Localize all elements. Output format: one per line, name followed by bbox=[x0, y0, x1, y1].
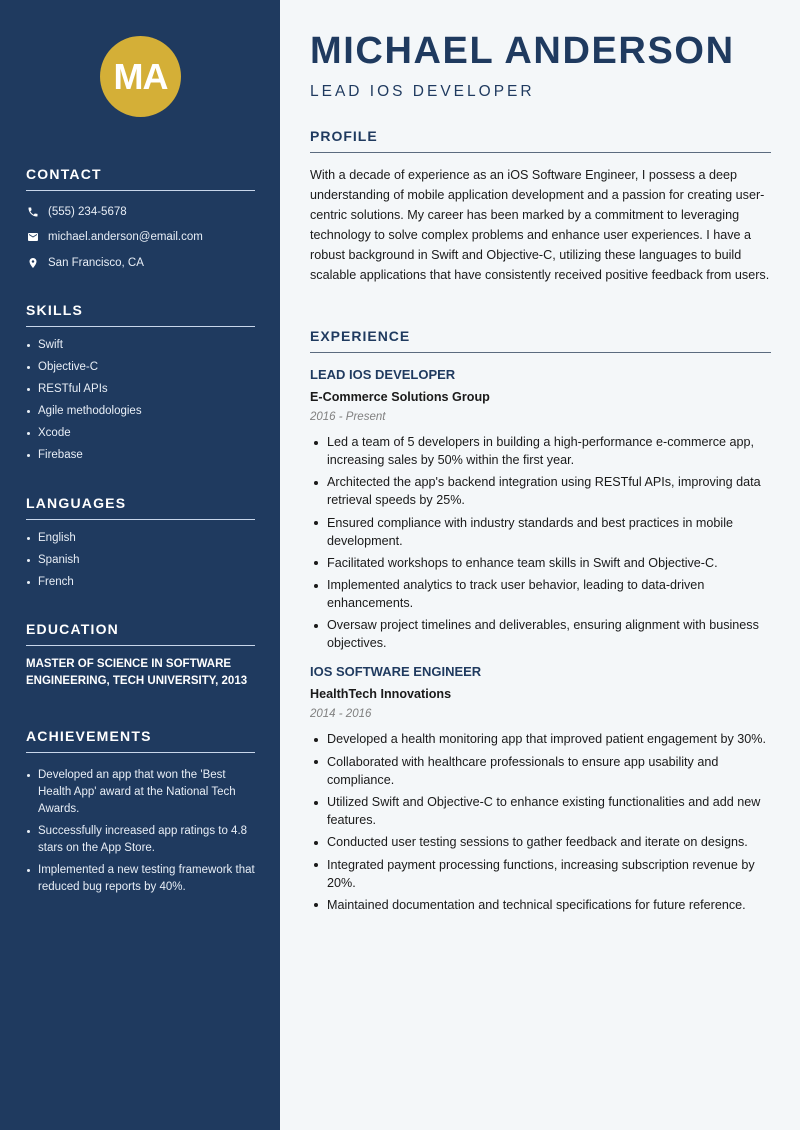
skill-item: Agile methodologies bbox=[26, 400, 255, 422]
location-pin-icon bbox=[26, 256, 40, 270]
phone-icon bbox=[26, 205, 40, 219]
job-bullet: Ensured compliance with industry standards and best practices in mobile development. bbox=[310, 514, 771, 550]
job-bullet: Maintained documentation and technical specifications for future reference. bbox=[310, 896, 771, 914]
achievements-list bbox=[26, 767, 255, 896]
job-bullets bbox=[310, 433, 771, 652]
sidebar bbox=[0, 0, 280, 1130]
job-bullet: Led a team of 5 developers in building a high-performance e-commerce app, increasing sales by 50% within the first year. bbox=[310, 433, 771, 469]
skill-item: Xcode bbox=[26, 422, 255, 444]
profile-section bbox=[310, 128, 771, 286]
achievement-item: Developed an app that won the 'Best Health App' award at the National Tech Awards. bbox=[26, 767, 255, 818]
job-dates: 2016 - Present bbox=[310, 411, 386, 423]
location-text: San Francisco, CA bbox=[48, 256, 144, 269]
phone-text: (555) 234-5678 bbox=[48, 205, 127, 218]
achievements-section bbox=[26, 728, 255, 901]
education-degree: MASTER OF SCIENCE IN SOFTWARE ENGINEERING, TECH UNIVERSITY, 2013 bbox=[26, 658, 248, 687]
job-entry bbox=[310, 662, 771, 913]
language-item: Spanish bbox=[26, 549, 255, 571]
contact-phone bbox=[26, 199, 255, 225]
candidate-name: MICHAEL ANDERSON bbox=[310, 30, 735, 72]
contact-location bbox=[26, 250, 255, 276]
profile-summary: With a decade of experience as an iOS Software Engineer, I possess a deep understanding of mobile application development and a passion for creating user-centric solutions. My career has been marked by a commitment to leveraging technology to solve complex problems and enhance user experiences. I have a robust background in Swift and Objective-C, utilizing these languages to build scalable applications that have consistently received positive feedback from users. bbox=[310, 168, 770, 283]
job-bullet: Conducted user testing sessions to gather feedback and iterate on designs. bbox=[310, 833, 771, 851]
skill-item: RESTful APIs bbox=[26, 378, 255, 400]
skill-item: Objective-C bbox=[26, 356, 255, 378]
job-company: E-Commerce Solutions Group bbox=[310, 390, 490, 404]
job-bullet: Utilized Swift and Objective-C to enhance existing functionalities and add new features. bbox=[310, 793, 771, 829]
skill-item: Firebase bbox=[26, 444, 255, 466]
job-bullets bbox=[310, 730, 771, 913]
job-bullet: Implemented analytics to track user behavior, leading to data-driven enhancements. bbox=[310, 576, 771, 612]
job-bullet: Facilitated workshops to enhance team skills in Swift and Objective-C. bbox=[310, 554, 771, 572]
experience-section bbox=[310, 328, 771, 918]
achievements-heading: ACHIEVEMENTS bbox=[26, 728, 255, 753]
profile-heading: PROFILE bbox=[310, 128, 771, 153]
languages-heading: LANGUAGES bbox=[26, 495, 255, 520]
email-icon bbox=[26, 230, 40, 244]
job-dates: 2014 - 2016 bbox=[310, 708, 372, 721]
avatar-initials: MA bbox=[100, 36, 181, 117]
language-item: English bbox=[26, 527, 255, 549]
candidate-title: LEAD IOS DEVELOPER bbox=[310, 83, 535, 100]
languages-section bbox=[26, 495, 255, 593]
job-role: IOS SOFTWARE ENGINEER bbox=[310, 664, 482, 680]
job-bullet: Collaborated with healthcare professionals to ensure app usability and compliance. bbox=[310, 753, 771, 789]
experience-heading: EXPERIENCE bbox=[310, 328, 771, 353]
job-bullet: Developed a health monitoring app that improved patient engagement by 30%. bbox=[310, 730, 771, 748]
contact-email bbox=[26, 225, 255, 251]
skills-section bbox=[26, 302, 255, 466]
languages-list bbox=[26, 527, 255, 593]
job-bullet: Architected the app's backend integration using RESTful APIs, improving data retrieval speeds by 25%. bbox=[310, 473, 771, 509]
contact-section bbox=[26, 166, 255, 276]
contact-heading: CONTACT bbox=[26, 166, 255, 191]
email-text: michael.anderson@email.com bbox=[48, 231, 203, 244]
job-entry bbox=[310, 365, 771, 652]
job-company: HealthTech Innovations bbox=[310, 687, 452, 702]
language-item: French bbox=[26, 571, 255, 593]
education-section bbox=[26, 621, 255, 690]
skills-list bbox=[26, 334, 255, 466]
achievement-item: Implemented a new testing framework that reduced bug reports by 40%. bbox=[26, 862, 255, 896]
skill-item: Swift bbox=[26, 334, 255, 356]
skills-heading: SKILLS bbox=[26, 302, 255, 327]
achievement-item: Successfully increased app ratings to 4.8 stars on the App Store. bbox=[26, 823, 255, 857]
contact-list bbox=[26, 199, 255, 276]
job-bullet: Integrated payment processing functions, increasing subscription revenue by 20%. bbox=[310, 856, 771, 892]
job-bullet: Oversaw project timelines and deliverables, ensuring alignment with business objectives. bbox=[310, 616, 771, 652]
job-role: LEAD IOS DEVELOPER bbox=[310, 367, 456, 382]
education-heading: EDUCATION bbox=[26, 621, 255, 646]
